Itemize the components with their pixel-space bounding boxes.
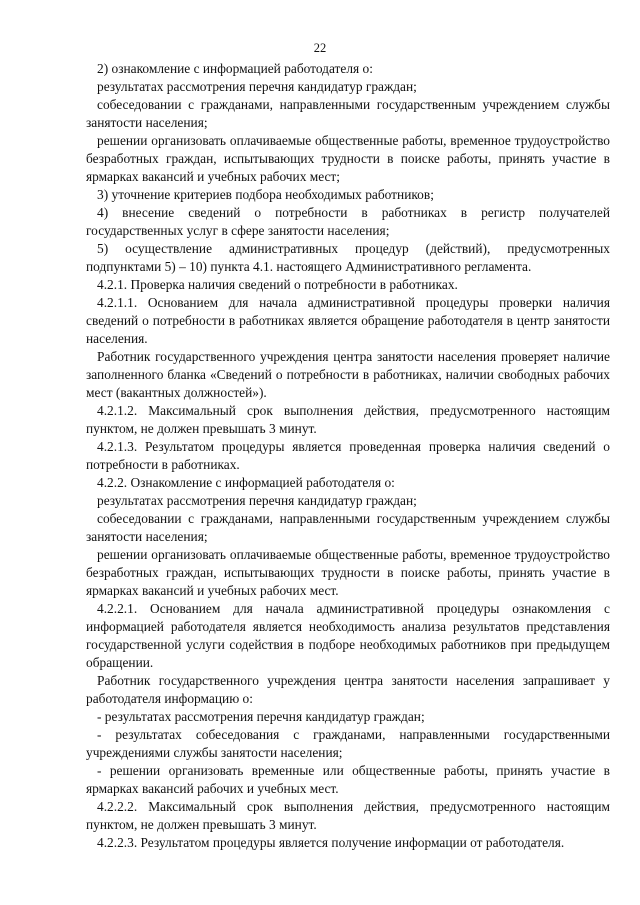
paragraph: 5) осуществление административных процедур (действий), предусмотренных подпунктами 5) – 10) пункта 4.1. настоящего Административного регламента.	[86, 241, 610, 274]
paragraph: 4.2.1.3. Результатом процедуры является проведенная проверка наличия сведений о потребности в работниках.	[86, 439, 610, 472]
paragraph: 4.2.1.2. Максимальный срок выполнения действия, предусмотренного настоящим пунктом, не должен превышать 3 минут.	[86, 403, 610, 436]
paragraph: 4) внесение сведений о потребности в работниках в регистр получателей государственных услуг в сфере занятости населения;	[86, 205, 610, 238]
document-body	[86, 60, 610, 852]
paragraph: 4.2.1.1. Основанием для начала административной процедуры проверки наличия сведений о потребности в работниках является обращение работодателя в центр занятости населения.	[86, 295, 610, 346]
paragraph: результатах рассмотрения перечня кандидатур граждан;	[97, 79, 417, 94]
paragraph: 4.2.2.2. Максимальный срок выполнения действия, предусмотренного настоящим пунктом, не должен превышать 3 минут.	[86, 799, 610, 832]
page-number: 22	[313, 41, 327, 55]
paragraph: - решении организовать временные или общественные работы, принять участие в ярмарках вакансий рабочих и учебных мест.	[86, 763, 610, 796]
paragraph: - результатах собеседования с гражданами, направленными государственными учреждениями службы занятости населения;	[86, 727, 610, 760]
paragraph: Работник государственного учреждения центра занятости населения проверяет наличие заполненного бланка «Сведений о потребности в работниках, наличии свободных рабочих мест (вакантных должностей»).	[86, 349, 610, 400]
paragraph: 4.2.2. Ознакомление с информацией работодателя о:	[97, 475, 395, 490]
paragraph: 4.2.2.3. Результатом процедуры является получение информации от работодателя.	[97, 835, 565, 850]
paragraph: Работник государственного учреждения центра занятости населения запрашивает у работодателя информацию о:	[86, 673, 610, 706]
paragraph: результатах рассмотрения перечня кандидатур граждан;	[97, 493, 417, 508]
paragraph: 3) уточнение критериев подбора необходимых работников;	[97, 187, 434, 202]
paragraph: 4.2.2.1. Основанием для начала административной процедуры ознакомления с информацией работодателя является необходимость анализа результатов представления государственной услуги содействия в подборе необходимых работников при предыдущем обращении.	[86, 601, 610, 670]
paragraph: собеседовании с гражданами, направленными государственным учреждением службы занятости населения;	[86, 511, 610, 544]
paragraph: 4.2.1. Проверка наличия сведений о потребности в работниках.	[97, 277, 458, 292]
paragraph: 2) ознакомление с информацией работодателя о:	[97, 61, 373, 76]
paragraph: решении организовать оплачиваемые общественные работы, временное трудоустройство безработных граждан, испытывающих трудности в поиске работы, принять участие в ярмарках вакансий и учебных рабочих мест.	[86, 547, 610, 598]
paragraph: решении организовать оплачиваемые общественные работы, временное трудоустройство безработных граждан, испытывающих трудности в поиске работы, принять участие в ярмарках вакансий и учебных рабочих мест;	[86, 133, 610, 184]
paragraph: собеседовании с гражданами, направленными государственным учреждением службы занятости населения;	[86, 97, 610, 130]
paragraph: - результатах рассмотрения перечня кандидатур граждан;	[97, 709, 425, 724]
